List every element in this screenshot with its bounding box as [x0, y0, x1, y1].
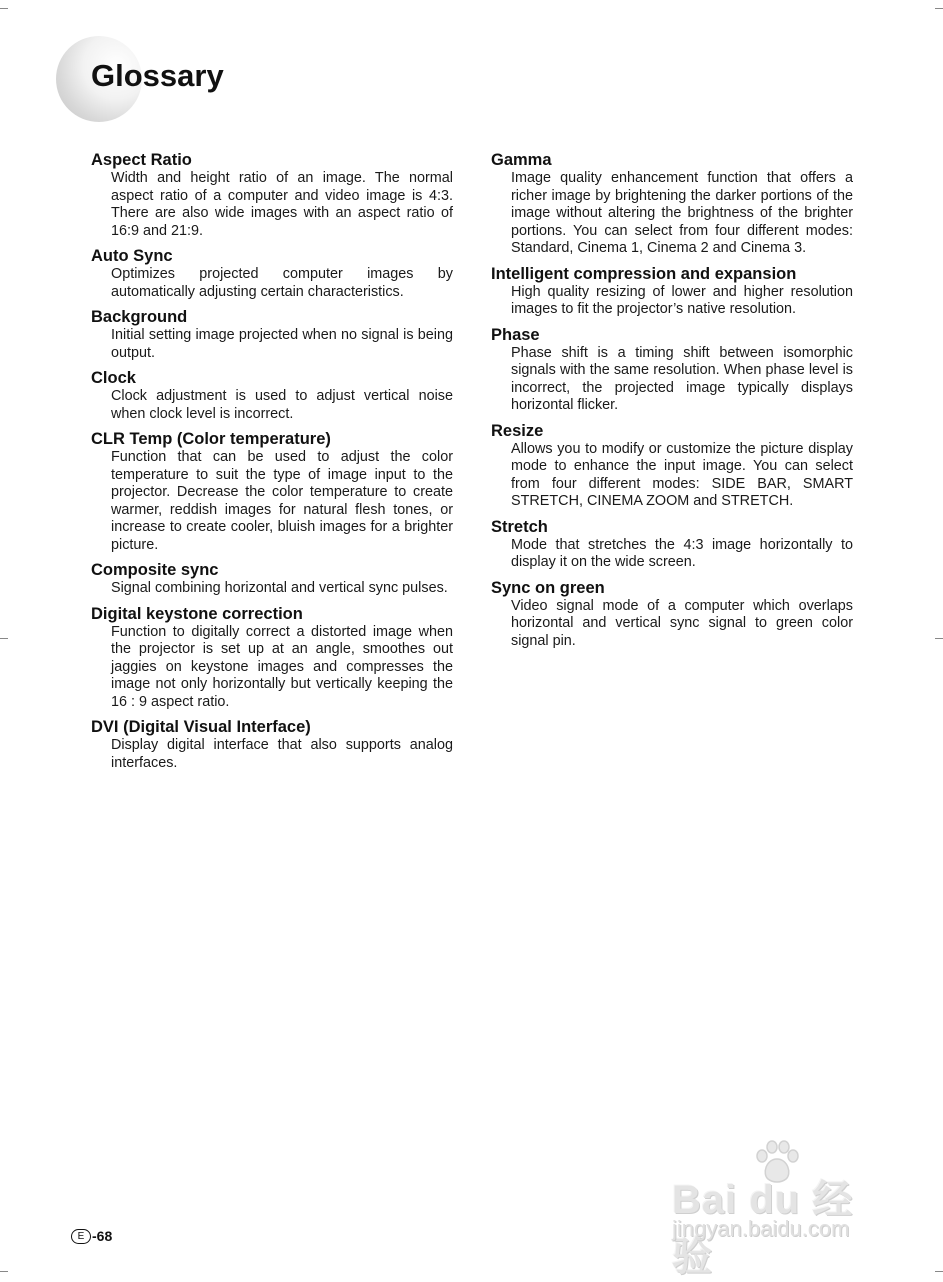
glossary-term: CLR Temp (Color temperature) [91, 430, 331, 448]
glossary-definition: Mode that stretches the 4:3 image horizontally to display it on the wide screen. [511, 536, 853, 570]
glossary-definition: High quality resizing of lower and higher resolution images to fit the projector’s native resolution. [511, 283, 853, 317]
glossary-entry [491, 150, 853, 258]
glossary-entry [91, 604, 453, 712]
glossary-entry [491, 264, 853, 319]
glossary-term: Phase [491, 325, 540, 344]
glossary-entry [491, 578, 853, 651]
glossary-definition: Signal combining horizontal and vertical sync pulses. [111, 580, 448, 596]
glossary-definition: Image quality enhancement function that offers a richer image by brightening the darker portions of the image without altering the brightness of the brighter portions. You can select from four different modes: Standard, Cinema 1, Cinema 2 and Cinema 3. [511, 170, 853, 256]
crop-mark [935, 8, 943, 9]
crop-mark [0, 8, 8, 9]
glossary-term: Aspect Ratio [91, 151, 192, 169]
glossary-term: Sync on green [491, 578, 605, 597]
glossary-definition: Clock adjustment is used to adjust vertical noise when clock level is incorrect. [111, 388, 453, 422]
crop-mark [935, 1271, 943, 1272]
glossary-term: Gamma [491, 151, 552, 169]
glossary-left-column [91, 150, 453, 778]
glossary-entry [491, 517, 853, 572]
glossary-entry [491, 325, 853, 415]
glossary-definition: Function that can be used to adjust the color temperature to suit the type of image input to the projector. Decrease the color temperature to create warmer, reddish images for natural flesh tones, or increase to create cooler, bluish images for a brighter picture. [111, 449, 453, 553]
glossary-term: Composite sync [91, 561, 219, 579]
page-number [71, 1228, 112, 1244]
glossary-definition: Initial setting image projected when no signal is being output. [111, 327, 453, 361]
glossary-entry [491, 421, 853, 511]
crop-mark [935, 638, 943, 639]
glossary-entry [91, 307, 453, 362]
title-block [56, 36, 356, 126]
glossary-entry [91, 246, 453, 301]
glossary-term: Background [91, 308, 188, 326]
watermark-logo: Bai du 经验 [672, 1178, 854, 1279]
glossary-definition: Function to digitally correct a distorted image when the projector is set up at an angle, smoothes out jaggies on keystone images and compresses the image not only horizontally but vertically keeping the 16 : 9 aspect ratio. [111, 623, 453, 710]
page-title: Glossary [91, 58, 224, 93]
glossary-definition: Display digital interface that also supports analog interfaces. [111, 737, 453, 771]
glossary-definition: Width and height ratio of an image. The normal aspect ratio of a computer and video image is 4:3. There are also wide images with an aspect ratio of 16:9 and 21:9. [111, 170, 453, 239]
baidu-watermark [668, 1140, 893, 1279]
page-number-value: -68 [92, 1228, 113, 1244]
glossary-term: Clock [91, 369, 136, 387]
glossary-entry [91, 429, 453, 554]
glossary-term: Stretch [491, 517, 548, 536]
glossary-definition: Allows you to modify or customize the picture display mode to enhance the input image. You can select from four different modes: SIDE BAR, SMART STRETCH, CINEMA ZOOM and STRETCH. [511, 440, 853, 509]
watermark-url: jingyan.baidu.com [672, 1216, 850, 1241]
glossary-term: Digital keystone correction [91, 604, 303, 623]
crop-mark [0, 638, 8, 639]
glossary-entry [91, 150, 453, 240]
glossary-term: Intelligent compression and expansion [491, 264, 797, 283]
glossary-definition: Optimizes projected computer images by automatically adjusting certain characteristics. [111, 266, 453, 300]
glossary-term: DVI (Digital Visual Interface) [91, 718, 311, 736]
glossary-entry [91, 560, 453, 598]
glossary-definition: Video signal mode of a computer which overlaps horizontal and vertical sync signal to green color signal pin. [511, 597, 853, 649]
glossary-entry [91, 368, 453, 423]
glossary-definition: Phase shift is a timing shift between isomorphic signals with the same resolution. When phase level is incorrect, the projected image typically displays horizontal flicker. [511, 344, 853, 413]
glossary-term: Resize [491, 421, 544, 440]
glossary-right-column [491, 150, 853, 656]
glossary-term: Auto Sync [91, 247, 173, 265]
crop-mark [0, 1271, 8, 1272]
english-language-mark: E [71, 1229, 91, 1244]
glossary-entry [91, 717, 453, 772]
